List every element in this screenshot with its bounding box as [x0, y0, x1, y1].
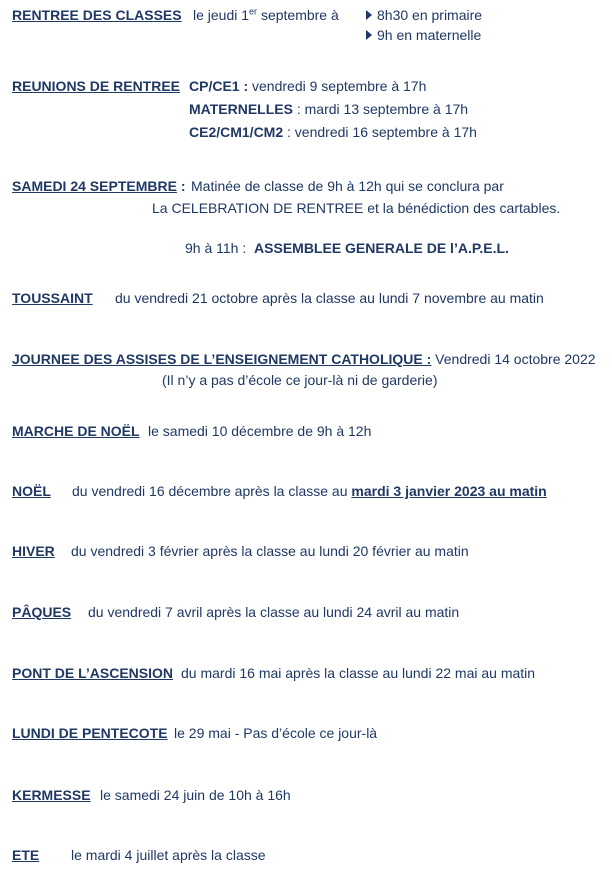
- samedi-colon: :: [176, 178, 186, 194]
- reunions-row-text: : vendredi 16 septembre à 17h: [283, 124, 477, 140]
- ete-text: le mardi 4 juillet après la classe: [71, 847, 266, 863]
- rentree-primaire-text: 8h30 en primaire: [377, 7, 483, 23]
- toussaint-title: TOUSSAINT: [12, 290, 93, 306]
- reunions-row-0: [189, 77, 426, 95]
- samedi-line1: Matinée de classe de 9h à 12h qui se conclura par: [191, 178, 504, 194]
- reunions-row-label: CE2/CM1/CM2: [189, 124, 284, 140]
- noel-line: [72, 482, 547, 500]
- ete-title: ETE: [12, 847, 40, 863]
- marche-text: le samedi 10 décembre de 9h à 12h: [148, 423, 372, 439]
- rentree-date-sup: er: [249, 6, 258, 17]
- rentree-maternelle-text: 9h en maternelle: [377, 27, 482, 43]
- samedi-ag-time: 9h à 11h :: [185, 240, 247, 256]
- noel-text: du vendredi 16 décembre après la classe au: [72, 483, 352, 499]
- samedi-ag-label: ASSEMBLEE GENERALE DE l’A.P.E.L.: [254, 240, 509, 256]
- samedi-ag: [185, 239, 509, 257]
- rentree-maternelle: [366, 26, 481, 44]
- noel-title: NOËL: [12, 483, 51, 499]
- samedi-line2: La CELEBRATION DE RENTREE et la bénédiction des cartables.: [152, 200, 561, 216]
- hiver-title: HIVER: [12, 543, 55, 559]
- reunions-row-label: CP/CE1 :: [189, 78, 249, 94]
- reunions-row-text: vendredi 9 septembre à 17h: [248, 78, 427, 94]
- arrow-right-icon: [366, 30, 372, 40]
- ascension-text: du mardi 16 mai après la classe au lundi 22 mai au matin: [181, 665, 536, 681]
- assises-note: (Il n’y a pas d’école ce jour-là ni de garderie): [162, 372, 438, 388]
- rentree-date: [193, 6, 339, 24]
- hiver-text: du vendredi 3 février après la classe au lundi 20 février au matin: [71, 543, 469, 559]
- assises-text: Vendredi 14 octobre 2022: [431, 351, 596, 367]
- paques-title: PÂQUES: [12, 604, 72, 620]
- reunions-row-2: [189, 123, 477, 141]
- pentecote-title: LUNDI DE PENTECOTE: [12, 725, 168, 741]
- noel-highlight: mardi 3 janvier 2023 au matin: [351, 483, 547, 499]
- reunions-title: REUNIONS DE RENTREE: [12, 78, 181, 94]
- toussaint-text: du vendredi 21 octobre après la classe au lundi 7 novembre au matin: [115, 290, 544, 306]
- reunions-row-text: : mardi 13 septembre à 17h: [292, 101, 469, 117]
- rentree-date-pre: le jeudi 1: [193, 7, 250, 23]
- samedi-heading: [12, 177, 186, 195]
- marche-title: MARCHE DE NOËL: [12, 423, 140, 439]
- assises-title: JOURNEE DES ASSISES DE L’ENSEIGNEMENT CATHOLIQUE :: [12, 351, 432, 367]
- kermesse-title: KERMESSE: [12, 787, 91, 803]
- arrow-right-icon: [366, 10, 372, 20]
- rentree-title: RENTREE DES CLASSES: [12, 7, 182, 23]
- assises-line: [12, 350, 596, 368]
- rentree-date-post: septembre à: [257, 7, 339, 23]
- reunions-row-1: [189, 100, 468, 118]
- reunions-row-label: MATERNELLES: [189, 101, 293, 117]
- rentree-primaire: [366, 6, 482, 24]
- kermesse-text: le samedi 24 juin de 10h à 16h: [100, 787, 291, 803]
- samedi-title: SAMEDI 24 SEPTEMBRE: [12, 178, 177, 194]
- paques-text: du vendredi 7 avril après la classe au lundi 24 avril au matin: [88, 604, 460, 620]
- pentecote-text: le 29 mai - Pas d’école ce jour-là: [174, 725, 378, 741]
- ascension-title: PONT DE L’ASCENSION: [12, 665, 174, 681]
